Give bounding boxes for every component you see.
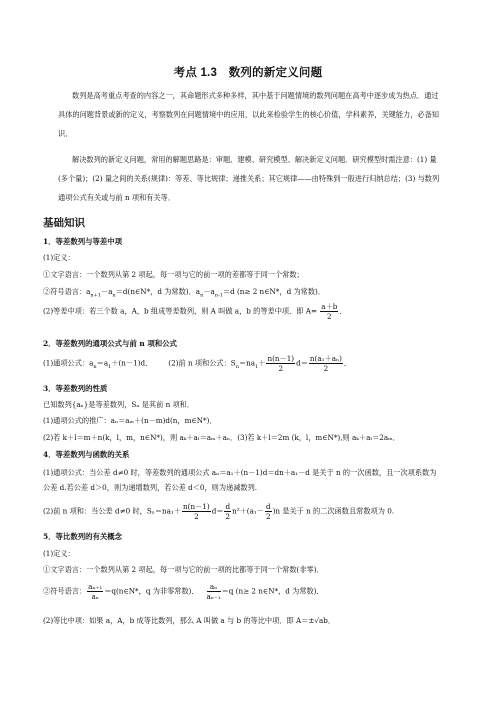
s4-line-2: (2)前 n 项和：当公差 d≠0 时，Sₙ＝na₁＋ $\frac{n(n-1)}{2}$ d＝ $\frac{d}{2}$ n²＋(a₁－ $\frac{d}{2}$ )n 是关于 n 的二次函数且常数项为 0. [43,502,395,521]
s3-line-1: 已知数列{aₙ}是等差数列，Sₙ 是其前 n 项和． [43,400,195,409]
s1-middle-term: (2)等差中项：若三个数 a，A，b 组成等差数列，则 A 叫做 a，b 的等差中项．即 A= $\frac{a+b}{2}$ ． [43,302,347,321]
s4-title: 4．等差数列与函数的关系 [43,450,130,459]
s3-line-3: (2)若 k＋l＝m＋n(k，l，m，n∈N*)，则 aₖ＋aₗ＝aₘ＋aₙ．(3)若 k＋l＝2m (k，l，m∈N*),则 aₖ＋aₗ＝2aₘ． [43,433,400,442]
s4-line-1: (1)通项公式：当公差 d≠0 时，等差数列的通项公式 aₙ＝a₁＋(n－1)d＝dn＋a₁－d 是关于 n 的一次函数，且一次项系数为公差 d.若公差 d＞0，则为递增数列，若公差 d＜0，则为递减数列. [43,468,437,492]
s5-middle-term: (2)等比中项：如果 a，A，b 成等比数列，那么 A 叫做 a 与 b 的等比中项．即 A＝±√ab． [43,616,336,625]
s5-title: 5．等比数列的有关概念 [43,532,123,541]
s5-def: (1)定义： [43,549,75,558]
s3-line-2: (1)通项公式的推广：aₙ＝aₘ＋(n－m)d(n，m∈N*)． [43,416,217,425]
s3-title: 3．等差数列的性质 [43,384,108,393]
intro-paragraph-1: 数列是高考重点考查的内容之一，其命题形式多种多样，其中基于问题情境的数列问题在高考中逐步成为热点．通过具体的问题背景或新的定义，考察数列在问题情境中的应用，以此来检验学生的核心价值，学科素养，关键能力，必备知识． [58,91,439,138]
s1-symbol-lang: ②符号语言：$a_{n+1}-a_n=d(n\in N*$，d 为常数)．$a_n-a_{n-1}=d$ (n≥ 2 n∈N*，d 为常数)． [43,287,326,299]
s1-title: 1．等差数列与等差中项 [43,237,123,246]
fraction: $\frac{a+b}{2}$ [321,302,338,321]
s1-text-lang: ①文字语言：一个数列从第 2 项起，每一项与它的前一项的差都等于同一个常数； [43,270,304,279]
s5-text-lang: ①文字语言：一个数列从第 2 项起，每一项与它的前一项的比都等于同一个常数(非零)． [43,565,324,574]
section-heading: 基础知识 [43,217,85,229]
page-title: 考点 1.3 数列的新定义问题 [173,67,323,79]
s2-title: 2．等差数列的通项公式与前 n 项和公式 [43,339,177,348]
s2-formulas: (1)通项公式：$a_n=a_1+(n-1)d$． (2)前 n 项和公式：$S_n=na_1+$ $\frac{n(n-1)}{2}$ d＝ $\frac{\text{n(a₁＋aₙ)}}{2}$ ． [43,354,352,373]
intro-paragraph-2: 解决数列的新定义问题，常用的解题思路是：审题、建模、研究模型、解决新定义问题．研究模型时需注意：(1) 量(多个量)；(2) 量之间的关系(规律)：等差、等比规律；递推关系；其它规律——由特殊到一般进行归纳总结；(3) 与数列通项公式有关或与前 n 项和有关等． [58,155,440,202]
s5-symbol-lang: ②符号语言： $\frac{\text{aₙ₊₁}}{\text{aₙ}}$ ＝q(n∈N*，q 为非零常数)． $\frac{\text{aₙ}}{\text{aₙ₋₁}}$ ＝q (n≥ 2 n∈N*，d 为常数)． [43,582,324,601]
s1-def: (1)定义： [43,253,75,262]
